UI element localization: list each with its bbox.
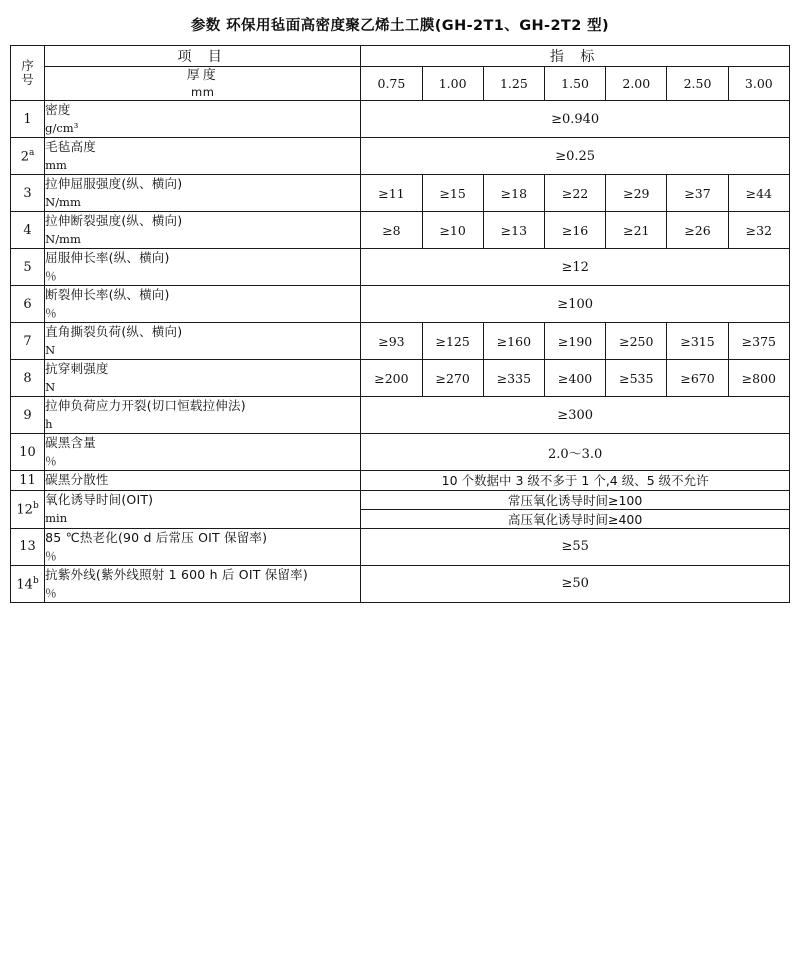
row-seq (11, 138, 45, 175)
row-item-unit: ％ (45, 268, 57, 283)
row-item-unit: ％ (45, 453, 57, 468)
row-seq: 7 (11, 323, 45, 360)
table-row (11, 323, 790, 360)
row-merged-value-secondary: 高压氧化诱导时间≥400 (361, 509, 790, 528)
row-item (45, 471, 361, 491)
row-merged-value: ≥300 (361, 397, 790, 434)
row-seq (11, 490, 45, 528)
header-seq-line1: 序 (21, 57, 34, 73)
row-item-unit: N/mm (45, 194, 81, 209)
row-value: ≥10 (422, 212, 483, 249)
table-row (11, 101, 790, 138)
row-seq: 11 (11, 471, 45, 491)
row-item (45, 212, 361, 249)
row-seq: 8 (11, 360, 45, 397)
header-item-title: 项 目 (45, 46, 361, 67)
header-thickness-2.00: 2.00 (606, 67, 667, 101)
row-item (45, 101, 361, 138)
row-item-unit: ％ (45, 585, 57, 600)
row-seq: 1 (11, 101, 45, 138)
header-seq-cell (11, 46, 45, 101)
header-thickness-3.00: 3.00 (728, 67, 789, 101)
header-thickness-0.75: 0.75 (361, 67, 422, 101)
row-item (45, 490, 361, 528)
table-row (11, 175, 790, 212)
row-merged-value: 10 个数据中 3 级不多于 1 个,4 级、5 级不允许 (361, 471, 790, 491)
row-seq-footnote: b (32, 501, 39, 512)
table-row (11, 212, 790, 249)
header-thickness-cell (45, 67, 361, 101)
table-row (11, 471, 790, 491)
row-value: ≥32 (728, 212, 789, 249)
row-item-name: 拉伸屈服强度(纵、横向) (45, 176, 183, 192)
row-item-unit: mm (45, 157, 67, 172)
row-item-unit: ％ (45, 548, 57, 563)
table-header-row-2 (11, 67, 790, 101)
row-item (45, 286, 361, 323)
row-seq-number: 2 (20, 149, 30, 165)
header-thickness-1.25: 1.25 (483, 67, 544, 101)
row-seq: 10 (11, 434, 45, 471)
row-value: ≥93 (361, 323, 422, 360)
row-seq: 5 (11, 249, 45, 286)
row-value: ≥375 (728, 323, 789, 360)
row-value: ≥125 (422, 323, 483, 360)
row-item-name: 直角撕裂负荷(纵、横向) (45, 324, 183, 340)
header-thickness-2.50: 2.50 (667, 67, 728, 101)
row-item-name: 断裂伸长率(纵、横向) (45, 287, 170, 303)
row-item (45, 249, 361, 286)
row-item-name: 碳黑分散性 (45, 472, 109, 488)
table-row (11, 434, 790, 471)
row-item-unit: N (45, 379, 56, 394)
row-value: ≥535 (606, 360, 667, 397)
row-value: ≥15 (422, 175, 483, 212)
header-thickness-1.50: 1.50 (544, 67, 605, 101)
row-item (45, 565, 361, 602)
row-item-name: 氧化诱导时间(OIT) (45, 492, 154, 508)
table-row (11, 565, 790, 602)
table-row (11, 360, 790, 397)
row-item-name: 毛毡高度 (45, 139, 96, 155)
table-row (11, 528, 790, 565)
row-merged-value: ≥0.940 (361, 101, 790, 138)
row-merged-value: ≥0.25 (361, 138, 790, 175)
row-seq (11, 565, 45, 602)
row-seq-number: 14 (16, 576, 33, 592)
header-thickness-unit: mm (191, 84, 215, 99)
header-index-title: 指 标 (361, 46, 790, 67)
row-item-name: 85 ℃热老化(90 d 后常压 OIT 保留率) (45, 529, 268, 545)
header-seq-line2: 号 (21, 72, 34, 88)
row-merged-value: ≥12 (361, 249, 790, 286)
row-item-unit: h (45, 416, 53, 431)
row-value: ≥315 (667, 323, 728, 360)
header-thickness-1.00: 1.00 (422, 67, 483, 101)
row-value: ≥270 (422, 360, 483, 397)
row-value: ≥44 (728, 175, 789, 212)
row-item (45, 323, 361, 360)
row-value: ≥22 (544, 175, 605, 212)
row-item-name: 拉伸断裂强度(纵、横向) (45, 213, 183, 229)
row-seq-number: 12 (16, 502, 33, 518)
row-value: ≥8 (361, 212, 422, 249)
row-value: ≥16 (544, 212, 605, 249)
row-value: ≥400 (544, 360, 605, 397)
row-item (45, 434, 361, 471)
row-item-name: 屈服伸长率(纵、横向) (45, 250, 170, 266)
row-merged-value: 2.0～3.0 (361, 434, 790, 471)
row-value: ≥29 (606, 175, 667, 212)
row-value: ≥670 (667, 360, 728, 397)
row-value: ≥21 (606, 212, 667, 249)
table-row (11, 286, 790, 323)
row-value: ≥37 (667, 175, 728, 212)
table-header-row-1 (11, 46, 790, 67)
row-value: ≥13 (483, 212, 544, 249)
row-value: ≥26 (667, 212, 728, 249)
row-item-unit: N/mm (45, 231, 81, 246)
row-item-unit: g/cm³ (45, 120, 79, 135)
row-value: ≥250 (606, 323, 667, 360)
row-item-name: 抗穿刺强度 (45, 361, 109, 377)
row-item (45, 528, 361, 565)
row-value: ≥335 (483, 360, 544, 397)
row-item-unit: min (45, 511, 68, 526)
row-merged-value: ≥50 (361, 565, 790, 602)
row-value: ≥11 (361, 175, 422, 212)
row-seq-footnote: b (32, 575, 39, 586)
row-merged-value: ≥55 (361, 528, 790, 565)
table-row (11, 490, 790, 509)
specification-table (10, 45, 790, 603)
table-row (11, 138, 790, 175)
table-row (11, 397, 790, 434)
row-item (45, 360, 361, 397)
row-item-name: 拉伸负荷应力开裂(切口恒载拉伸法) (45, 398, 246, 414)
row-seq: 13 (11, 528, 45, 565)
row-seq: 6 (11, 286, 45, 323)
row-value: ≥200 (361, 360, 422, 397)
table-row (11, 249, 790, 286)
row-seq-footnote: a (29, 147, 35, 158)
table-caption: 参数 环保用毡面高密度聚乙烯土工膜(GH-2T1、GH-2T2 型) (190, 18, 610, 34)
row-seq: 9 (11, 397, 45, 434)
row-item-name: 抗紫外线(紫外线照射 1 600 h 后 OIT 保留率) (45, 566, 308, 582)
row-item-name: 密度 (45, 102, 71, 118)
row-value: ≥190 (544, 323, 605, 360)
row-seq: 4 (11, 212, 45, 249)
row-item (45, 397, 361, 434)
row-value: ≥800 (728, 360, 789, 397)
row-value: ≥18 (483, 175, 544, 212)
row-item (45, 175, 361, 212)
row-merged-value: 常压氧化诱导时间≥100 (361, 490, 790, 509)
row-value: ≥160 (483, 323, 544, 360)
header-thickness-label: 厚度 (186, 68, 219, 83)
row-item-unit: N (45, 342, 56, 357)
row-item-name: 碳黑含量 (45, 435, 96, 451)
row-seq: 3 (11, 175, 45, 212)
row-merged-value: ≥100 (361, 286, 790, 323)
row-item-unit: ％ (45, 305, 57, 320)
row-item (45, 138, 361, 175)
